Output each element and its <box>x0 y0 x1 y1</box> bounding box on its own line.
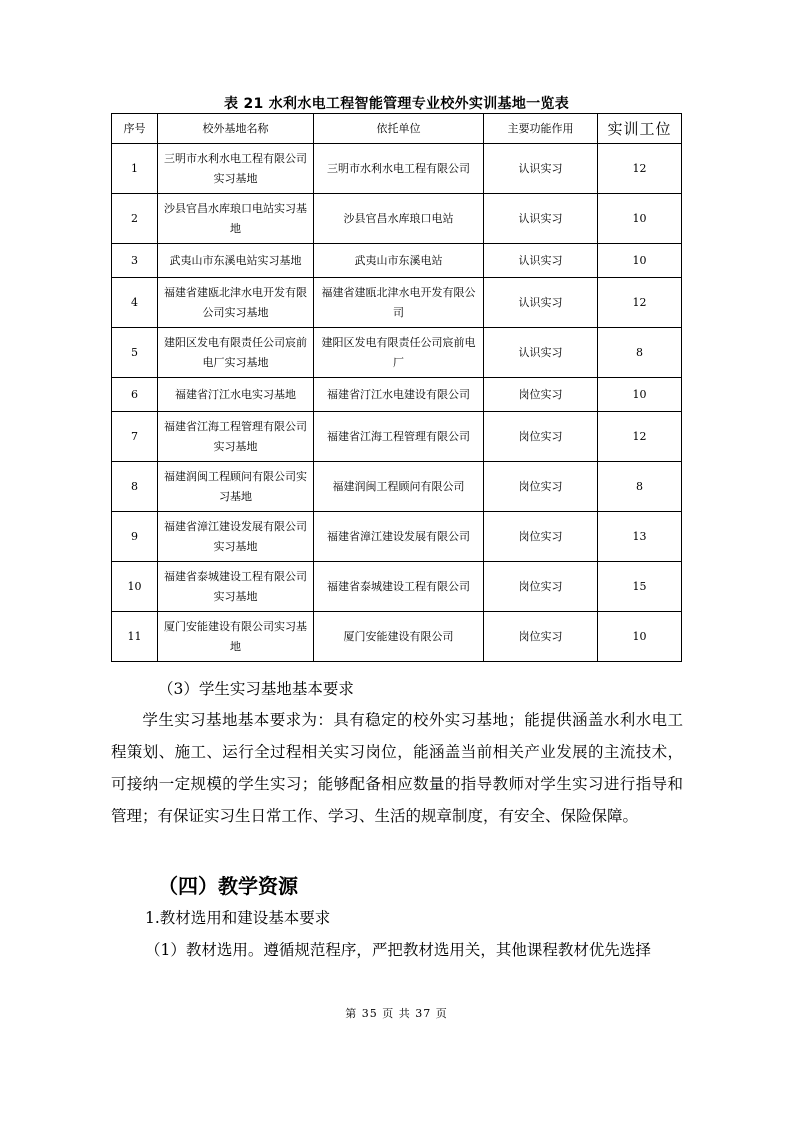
table-row <box>112 194 682 244</box>
cell-no: 5 <box>112 328 158 378</box>
cell-function: 认识实习 <box>484 244 598 278</box>
cell-unit: 厦门安能建设有限公司 <box>314 612 484 662</box>
cell-no: 11 <box>112 612 158 662</box>
cell-unit: 福建省汀江水电建设有限公司 <box>314 378 484 412</box>
cell-no: 3 <box>112 244 158 278</box>
cell-base-name: 建阳区发电有限责任公司宸前电厂实习基地 <box>158 328 314 378</box>
subsection-1-text: （1）教材选用。遵循规范程序，严把教材选用关，其他课程教材优先选择 <box>145 941 651 959</box>
cell-no: 7 <box>112 412 158 462</box>
cell-base-name: 福建省建瓯北津水电开发有限公司实习基地 <box>158 278 314 328</box>
cell-unit: 建阳区发电有限责任公司宸前电厂 <box>314 328 484 378</box>
table-row <box>112 562 682 612</box>
cell-base-name: 福建省汀江水电实习基地 <box>158 378 314 412</box>
cell-base-name: 福建省江海工程管理有限公司实习基地 <box>158 412 314 462</box>
cell-base-name: 武夷山市东溪电站实习基地 <box>158 244 314 278</box>
table-row <box>112 244 682 278</box>
cell-no: 10 <box>112 562 158 612</box>
cell-seats: 10 <box>598 612 682 662</box>
section-heading-teaching-resources: （四）教学资源 <box>158 874 298 898</box>
cell-unit: 福建省漳江建设发展有限公司 <box>314 512 484 562</box>
cell-function: 岗位实习 <box>484 378 598 412</box>
cell-seats: 12 <box>598 144 682 194</box>
table-header-row <box>112 114 682 144</box>
cell-unit: 武夷山市东溪电站 <box>314 244 484 278</box>
cell-no: 4 <box>112 278 158 328</box>
cell-function: 岗位实习 <box>484 612 598 662</box>
header-base-name: 校外基地名称 <box>158 114 314 144</box>
cell-base-name: 沙县官昌水库琅口电站实习基地 <box>158 194 314 244</box>
cell-function: 岗位实习 <box>484 512 598 562</box>
cell-unit: 福建省江海工程管理有限公司 <box>314 412 484 462</box>
header-no: 序号 <box>112 114 158 144</box>
cell-function: 岗位实习 <box>484 462 598 512</box>
table-row <box>112 144 682 194</box>
cell-unit: 沙县官昌水库琅口电站 <box>314 194 484 244</box>
table-row <box>112 512 682 562</box>
cell-function: 认识实习 <box>484 194 598 244</box>
cell-seats: 10 <box>598 244 682 278</box>
cell-base-name: 福建省泰城建设工程有限公司实习基地 <box>158 562 314 612</box>
cell-seats: 8 <box>598 462 682 512</box>
cell-function: 岗位实习 <box>484 412 598 462</box>
cell-no: 9 <box>112 512 158 562</box>
cell-seats: 8 <box>598 328 682 378</box>
table-row <box>112 462 682 512</box>
cell-seats: 10 <box>598 194 682 244</box>
cell-no: 8 <box>112 462 158 512</box>
header-unit: 依托单位 <box>314 114 484 144</box>
section-3-title: （3）学生实习基地基本要求 <box>158 680 354 698</box>
cell-seats: 10 <box>598 378 682 412</box>
cell-base-name: 厦门安能建设有限公司实习基地 <box>158 612 314 662</box>
cell-unit: 福建润闽工程顾问有限公司 <box>314 462 484 512</box>
cell-function: 认识实习 <box>484 278 598 328</box>
cell-seats: 12 <box>598 412 682 462</box>
table-row <box>112 378 682 412</box>
cell-unit: 三明市水利水电工程有限公司 <box>314 144 484 194</box>
cell-seats: 15 <box>598 562 682 612</box>
cell-base-name: 三明市水利水电工程有限公司实习基地 <box>158 144 314 194</box>
cell-seats: 12 <box>598 278 682 328</box>
table-row <box>112 328 682 378</box>
section-3-body <box>111 704 683 832</box>
cell-base-name: 福建润闽工程顾问有限公司实习基地 <box>158 462 314 512</box>
subsection-1-title: 1.教材选用和建设基本要求 <box>145 909 331 927</box>
table-row <box>112 412 682 462</box>
cell-function: 认识实习 <box>484 328 598 378</box>
header-function: 主要功能作用 <box>484 114 598 144</box>
cell-base-name: 福建省漳江建设发展有限公司实习基地 <box>158 512 314 562</box>
cell-unit: 福建省泰城建设工程有限公司 <box>314 562 484 612</box>
cell-unit: 福建省建瓯北津水电开发有限公司 <box>314 278 484 328</box>
page-footer: 第 35 页 共 37 页 <box>345 1007 448 1020</box>
cell-seats: 13 <box>598 512 682 562</box>
cell-no: 1 <box>112 144 158 194</box>
cell-function: 岗位实习 <box>484 562 598 612</box>
table-caption: 表 21 水利水电工程智能管理专业校外实训基地一览表 <box>223 96 570 112</box>
header-seats: 实训工位 <box>598 114 682 144</box>
section-3-body-text: 学生实习基地基本要求为：具有稳定的校外实习基地；能提供涵盖水利水电工程策划、施工、运行全过程相关实习岗位，能涵盖当前相关产业发展的主流技术，可接纳一定规模的学生实习；能够配备相应数量的指导教师对学生实习进行指导和管理；有保证实习生日常工作、学习、生活的规章制度，有安全、保险保障。 <box>111 711 683 825</box>
table-row <box>112 278 682 328</box>
cell-function: 认识实习 <box>484 144 598 194</box>
table-row <box>112 612 682 662</box>
training-base-table <box>111 113 682 662</box>
cell-no: 6 <box>112 378 158 412</box>
cell-no: 2 <box>112 194 158 244</box>
